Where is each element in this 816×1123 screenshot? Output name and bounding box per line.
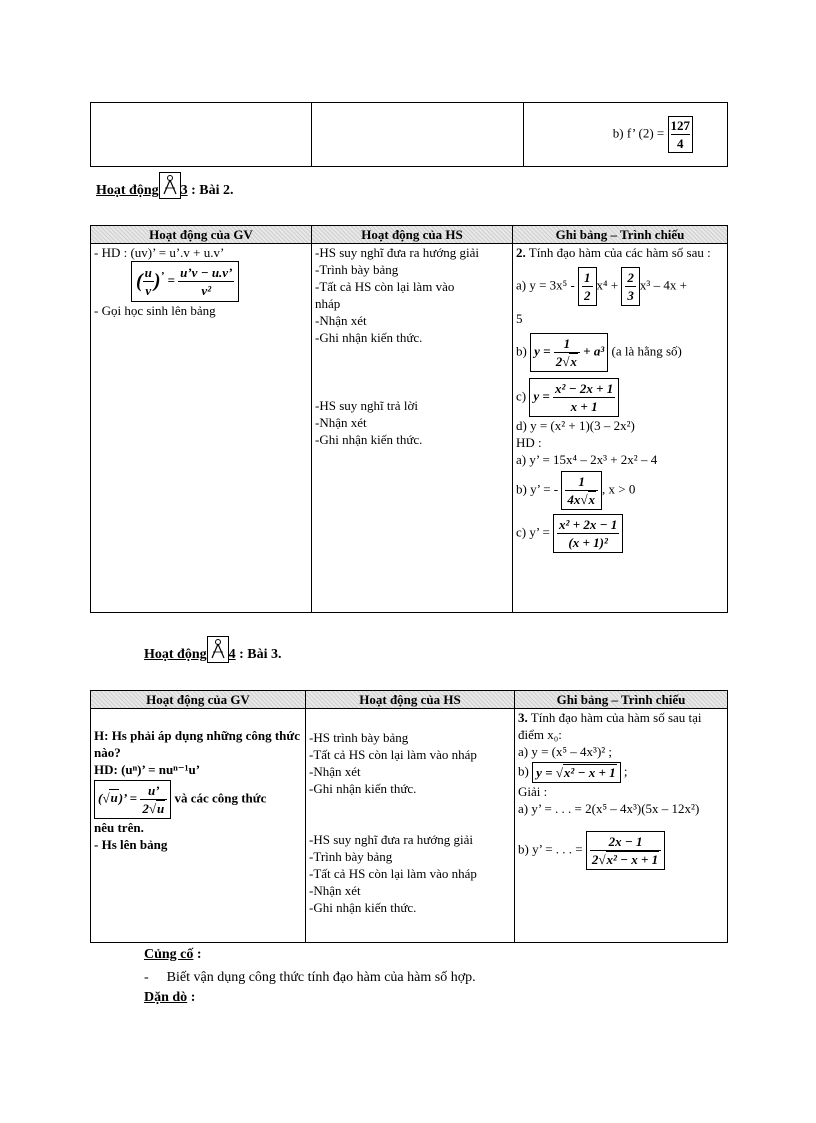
homework-heading: Dặn dò : [144,990,196,1005]
activity-table-3 [90,690,728,943]
answer-2c: c) y’ = $\frac{\text{x² + 2x − 1}}{\text{(x + 1)²}}$ [516,514,724,553]
gv-hint: - HD : (uv)’ = u’.v + u.v’ [94,245,225,260]
consolidate-item: - Biết vận dụng công thức tính đạo hàm của hàm số hợp. [144,970,476,985]
header-hs: Hoạt động của HS [306,691,515,709]
hs-cell: -HS suy nghĩ đưa ra hướng giải -Trình bày bảng -Tất cả HS còn lại làm vào nháp -Nhận xét -Ghi nhận kiến thức. -HS suy nghĩ trả lời -Nhận xét -Ghi nhận kiến thức. [312,244,513,613]
gv-cell [91,244,312,613]
section-3-heading: Hoạt động 3 : Bài 2. [96,172,234,199]
exercise-3b: b) y = √x² − x + 1 ; [518,762,724,783]
exercise-3-title: 3. Tính đạo hàm của hàm số sau tại điểm x₀: [518,710,702,742]
top-cell-2 [312,103,524,167]
gv-call: - Gọi học sinh lên bảng [94,303,216,318]
header-gv: Hoạt động của GV [91,691,306,709]
exercise-2a: a) y = 3x⁵ - $\frac{1}{2}$ x⁴ + $\frac{2}{3}$ x³ – 4x + [516,267,724,306]
exercise-2c: c) y = $\frac{\text{x² − 2x + 1}}{x + 1}$ [516,378,724,417]
sqrt-formula: (√u)’ = $\frac{u’}{2√u}$ và các công thức [94,780,302,819]
gb-cell: 3. Tính đạo hàm của hàm số sau tại điểm x₀: a) y = (x⁵ – 4x³)² ; b) y = √x² − x + 1 ; Giải : a) y’ = . . . = 2(x⁵ – 4x³)(5x – 12x²) b) y’ = . . . = $\frac{2x - 1}{\text{2√x² − x + 1}}$ [515,709,728,943]
gv-question: H: Hs phải áp dụng những công thức nào? [94,728,300,760]
top-cell-3 [524,103,728,167]
answer-3a: a) y’ = . . . = 2(x⁵ – 4x³)(5x – 12x²) [518,801,700,816]
gb-cell: 2. Tính đạo hàm của các hàm số sau : a) y = 3x⁵ - $\frac{1}{2}$ x⁴ + $\frac{2}{3}$ x³ – 4x + 5 b) y = $\frac{1}{2√x}$ + a³ (a là hằng số) c) y = $\frac{\text{x² − 2x + 1}}{x + 1}$ d) y = (x² + 1)(3 – 2x²) HD : a) y’ = 15x⁴ – 2x³ + 2x² – 4 b) y’ = - $\frac{1}{4x√x}$ , x > 0 c) y’ = $\frac{\text{x² + 2x − 1}}{\text{(x + 1)²}}$ [513,244,728,613]
compass-icon [207,636,229,663]
quotient-formula: ( $\frac{u}{v}$ )’ = $\frac{u’v - u.v’}{\text{v²}}$ [131,261,239,302]
gv-cell: H: Hs phải áp dụng những công thức nào? HD: (uⁿ)’ = nuⁿ⁻¹u’ (√u)’ = $\frac{u’}{2√u}$ và các công thức nêu trên. - Hs lên bảng [91,709,306,943]
answer-label: b) f’ (2) = [612,125,668,141]
exercise-2-title: 2. Tính đạo hàm của các hàm số sau : [516,245,711,260]
section-4-heading: Hoạt động 4 : Bài 3. [144,636,282,663]
activity-table-2 [90,225,728,613]
header-gv: Hoạt động của GV [91,226,312,244]
answer-2b: b) y’ = - $\frac{1}{4x√x}$ , x > 0 [516,471,724,510]
consolidate-heading: Củng cố : [144,947,202,962]
compass-icon [159,172,181,199]
exercise-2b: b) y = $\frac{1}{2√x}$ + a³ (a là hằng số) [516,333,724,372]
gv-hint: HD: (uⁿ)’ = nuⁿ⁻¹u’ [94,762,201,777]
top-cell-1 [91,103,312,167]
gv-call: - Hs lên bảng [94,837,168,852]
answer-2a: a) y’ = 15x⁴ – 2x³ + 2x² – 4 [516,452,658,467]
hs-cell: -HS trình bày bảng -Tất cả HS còn lại làm vào nháp -Nhận xét -Ghi nhận kiến thức. -HS suy nghĩ đưa ra hướng giải -Trình bày bảng -Tất cả HS còn lại làm vào nháp -Nhận xét -Ghi nhận kiến thức. [306,709,515,943]
header-gb: Ghi bảng – Trình chiếu [515,691,728,709]
exercise-2d: d) y = (x² + 1)(3 – 2x²) [516,418,635,433]
top-table [90,102,728,167]
answer-fraction: $\frac{127}{4}$ [668,116,694,153]
header-hs: Hoạt động của HS [312,226,513,244]
header-gb: Ghi bảng – Trình chiếu [513,226,728,244]
exercise-3a: a) y = (x⁵ – 4x³)² ; [518,744,613,759]
answer-3b: b) y’ = . . . = $\frac{2x - 1}{\text{2√x² − x + 1}}$ [518,831,724,870]
